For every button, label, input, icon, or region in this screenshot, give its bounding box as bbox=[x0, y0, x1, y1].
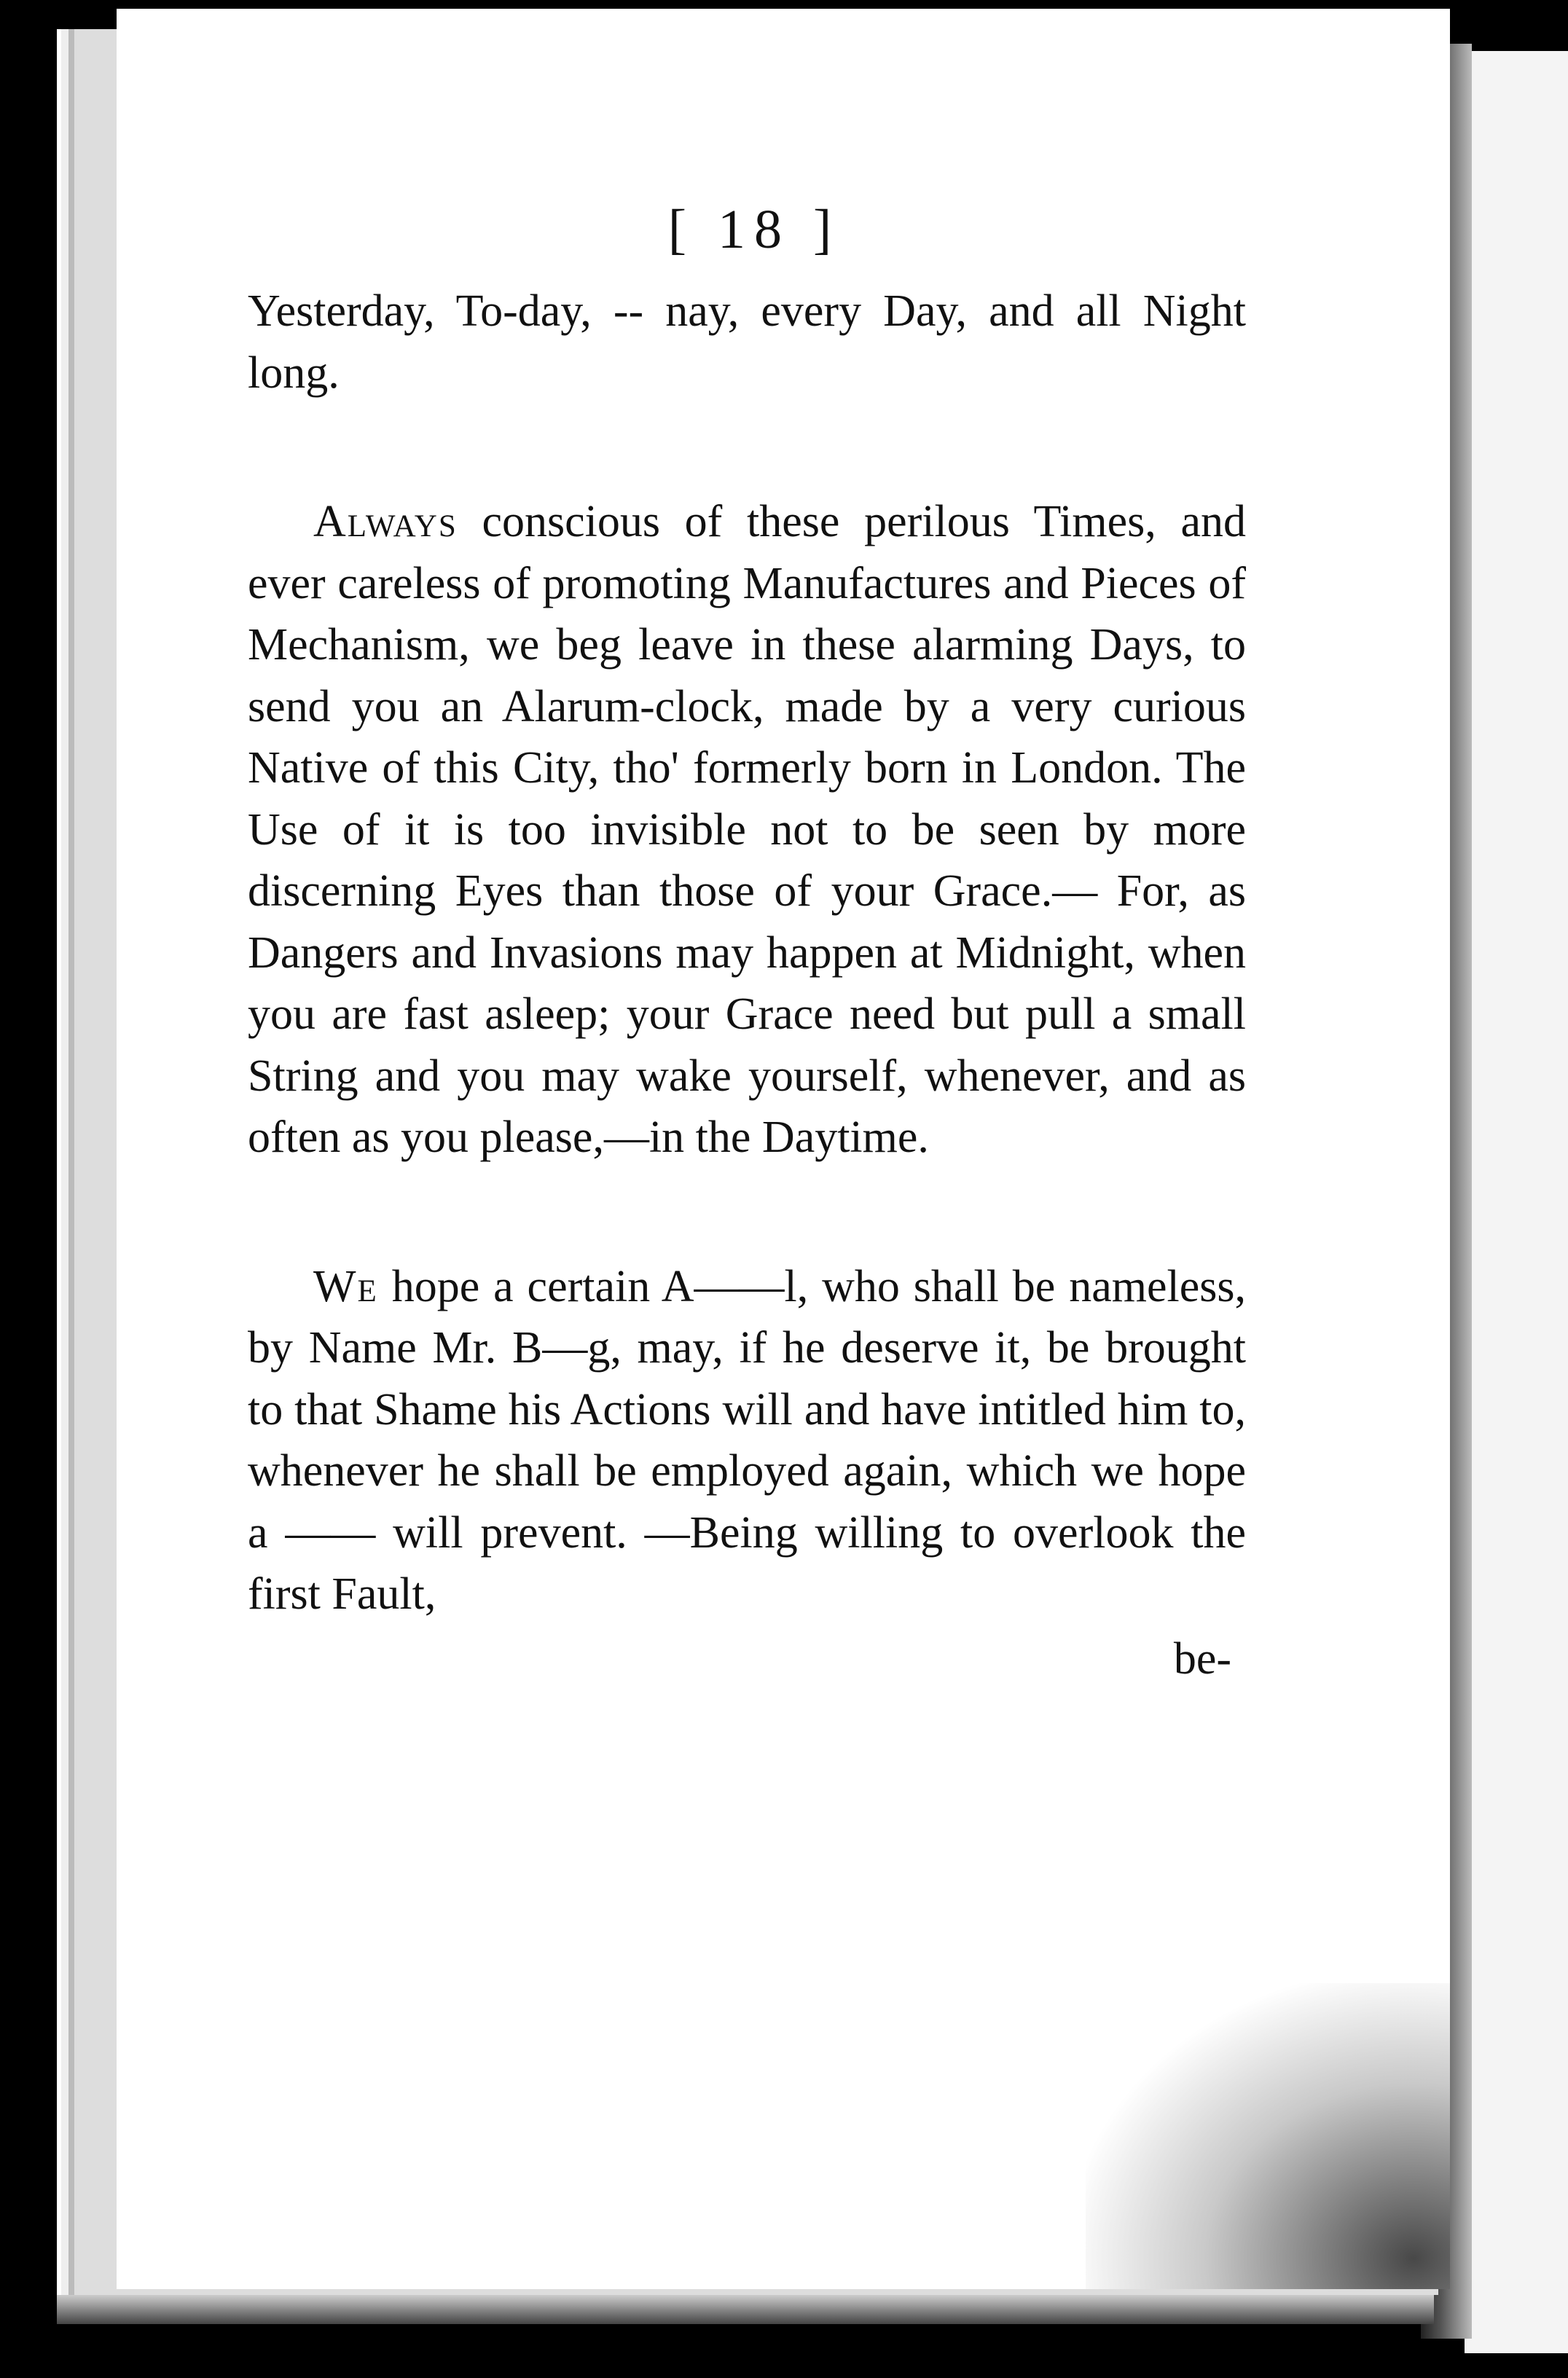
paragraph-3 bbox=[248, 1256, 1246, 1625]
page-bottom-edge bbox=[57, 2295, 1434, 2324]
page-number: [ 18 ] bbox=[667, 199, 841, 260]
paragraph-gap bbox=[248, 1169, 1246, 1256]
facing-page bbox=[1465, 51, 1568, 2353]
paragraph-2-text: conscious of these perilous Times, and ever careless of promoting Manufactures and Pieces of Mechanism, we beg leave in these alarming Days, to send you an Alarum-clock, made by a very curious Native of this City, tho' formerly born in London. The Use of it is too invisible not to be seen by more discerning Eyes than those of your Grace.— For, as Dangers and Invasions may happen at Midnight, when you are fast asleep; your Grace need but pull a small String and you may wake yourself, whenever, and as often as you please,—in the Daytime. bbox=[248, 497, 1246, 1162]
page-smudge bbox=[1086, 1983, 1450, 2289]
catchword: be- bbox=[1173, 1633, 1231, 1684]
page-text bbox=[248, 186, 1246, 1690]
paragraph-1 bbox=[248, 280, 1246, 404]
paragraph-gap bbox=[248, 404, 1246, 491]
paragraph-1-text: Yesterday, To-day, -- nay, every Day, and all Night long. bbox=[248, 286, 1246, 398]
paragraph-3-lead: We bbox=[313, 1261, 378, 1311]
paragraph-2-lead: Always bbox=[313, 497, 458, 546]
paragraph-2 bbox=[248, 491, 1246, 1169]
paragraph-3-text: hope a certain A——l, who shall be nameless, by Name Mr. B—g, may, if he deserve it, be brought to that Shame his Actions will and have intitled him to, whenever he shall be employed again, which we hope a —— will prevent. —Being willing to overlook the first Fault, bbox=[248, 1261, 1246, 1619]
